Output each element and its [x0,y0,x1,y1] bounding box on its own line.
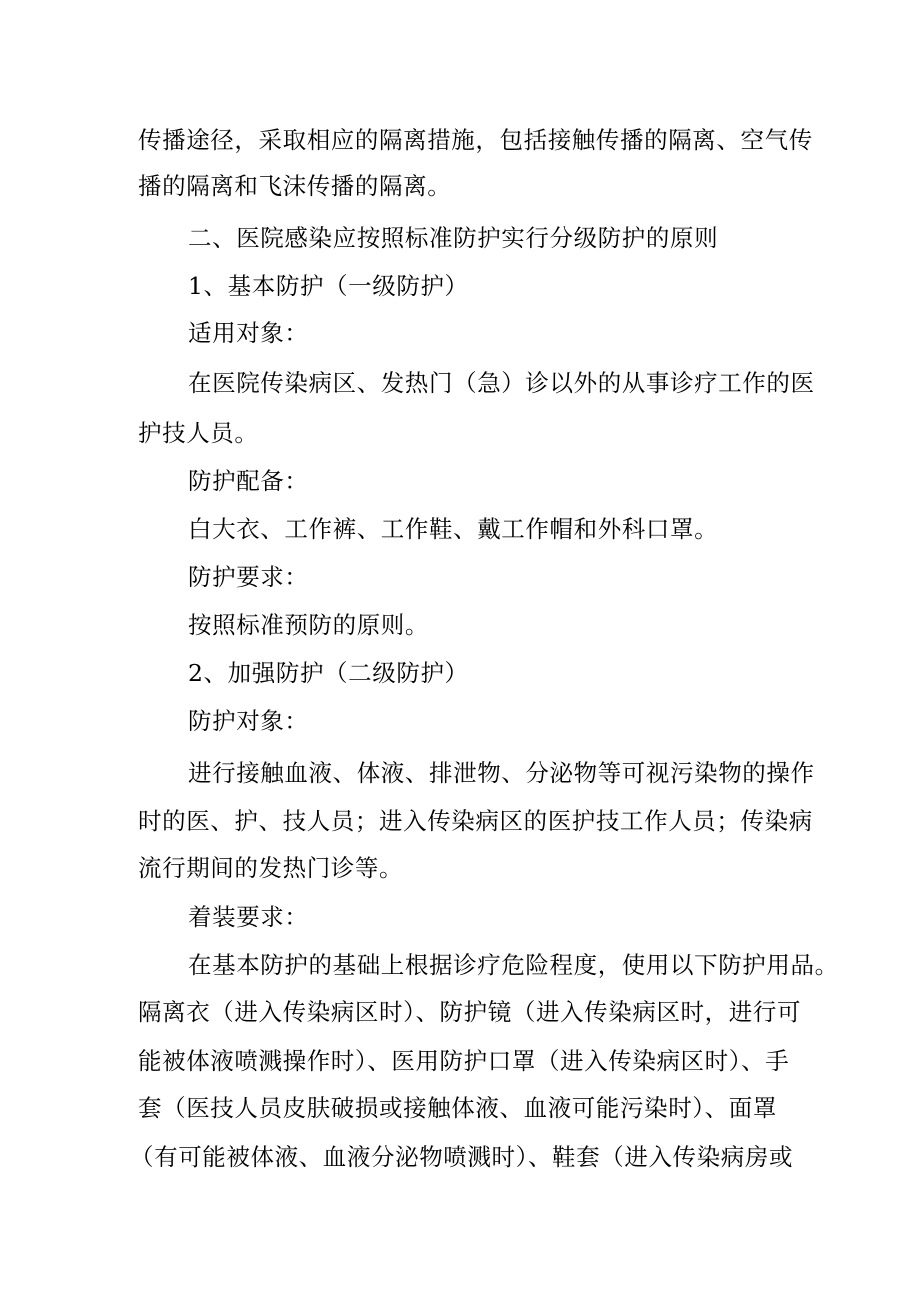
text-line: 护技人员。 [138,419,259,447]
text-line: 套（医技人员皮肤破损或接触体液、血液可能污染时）、面罩 [138,1094,777,1122]
field-label: 适用对象： [188,319,309,347]
text-line: 播的隔离和飞沫传播的隔离。 [138,172,452,200]
subsection-heading: 1、基本防护（一级防护） [188,272,469,300]
text-line: 流行期间的发热门诊等。 [138,854,404,882]
text-line: 在医院传染病区、发热门（急）诊以外的从事诊疗工作的医 [188,369,815,397]
text-line: 按照标准预防的原则。 [188,611,429,639]
section-heading: 二、医院感染应按照标准防护实行分级防护的原则 [188,224,719,252]
text-line: 进行接触血液、体液、排泄物、分泌物等可视污染物的操作 [188,759,815,787]
field-label: 防护要求： [188,563,309,591]
text-line: （有可能被体液、血液分泌物喷溅时）、鞋套（进入传染病房或 [130,1143,794,1171]
field-label: 着装要求： [188,903,309,931]
text-line: 时的医、护、技人员；进入传染病区的医护技工作人员；传染病 [138,807,813,835]
text-line: 在基本防护的基础上根据诊疗危险程度，使用以下防护用品。 [188,951,839,979]
text-line: 隔离衣（进入传染病区时）、防护镜（进入传染病区时，进行可 [138,998,802,1026]
text-line: 传播途径，采取相应的隔离措施，包括接触传播的隔离、空气传 [138,126,813,154]
field-label: 防护对象： [188,707,309,735]
subsection-heading: 2、加强防护（二级防护） [188,659,469,687]
text-line: 白大衣、工作裤、工作鞋、戴工作帽和外科口罩。 [188,515,719,543]
field-label: 防护配备： [188,467,309,495]
text-line: 能被体液喷溅操作时）、医用防护口罩（进入传染病区时）、手 [138,1047,790,1075]
